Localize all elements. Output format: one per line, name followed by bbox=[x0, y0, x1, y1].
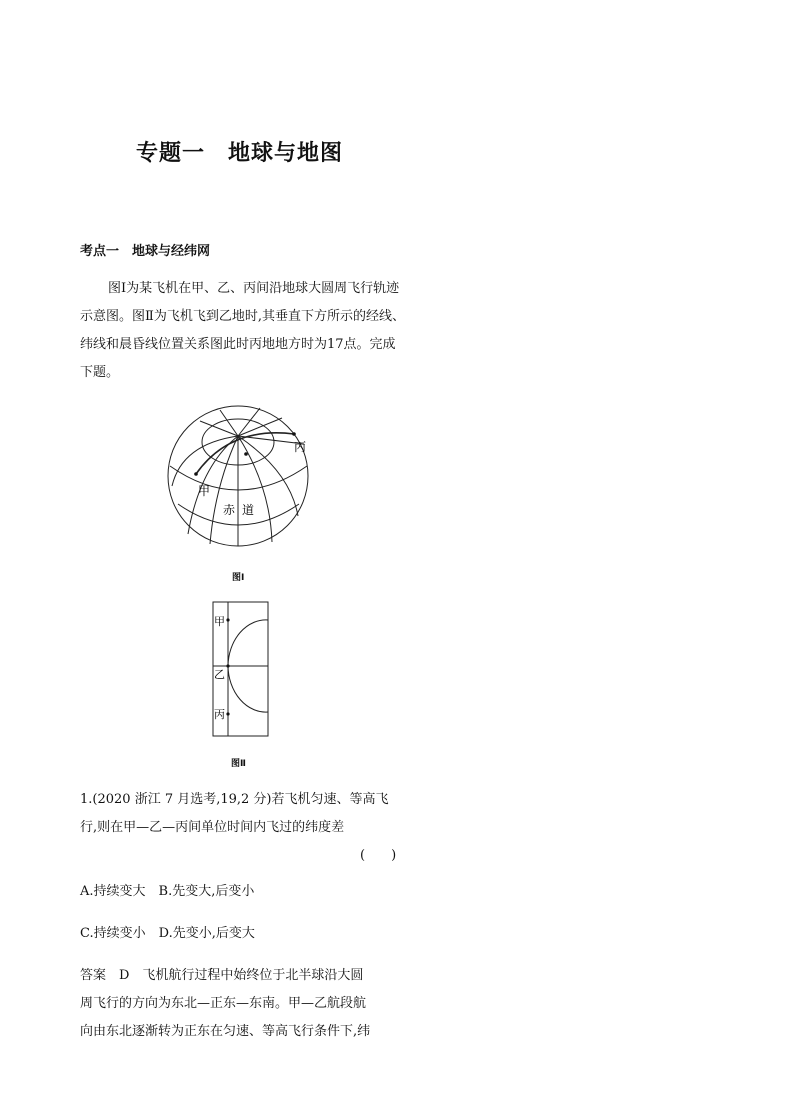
figure-2-diagram bbox=[210, 600, 272, 740]
label-yi: 乙 bbox=[214, 668, 225, 681]
label-equator-1: 赤 bbox=[223, 503, 236, 517]
answer-line-1: 答案 D 飞机航行过程中始终位于北半球沿大圆 bbox=[80, 968, 364, 983]
point-bing bbox=[292, 432, 296, 436]
label-bing: 丙 bbox=[294, 440, 307, 454]
question-stem-line-1: 1.(2020 浙江 7 月选考,19,2 分)若飞机匀速、等高飞 bbox=[80, 792, 389, 807]
point-yi bbox=[226, 664, 229, 667]
point-yi bbox=[244, 452, 248, 456]
answer-line-3: 向由东北逐渐转为正东在匀速、等高飞行条件下,纬 bbox=[80, 1024, 371, 1039]
intro-paragraph: 图Ⅰ为某飞机在甲、乙、丙间沿地球大圆周飞行轨迹示意图。图Ⅱ为飞机飞到乙地时,其垂直下方所示的经线、纬线和晨昏线位置关系图此时丙地地方时为17点。完成下题。 bbox=[80, 281, 405, 380]
figure-1-caption: 图Ⅰ bbox=[232, 573, 245, 583]
point-jia bbox=[226, 618, 229, 621]
answer-bracket: ( ) bbox=[360, 848, 397, 863]
label-equator-2: 道 bbox=[242, 503, 255, 517]
options-a-b: A.持续变大 B.先变大,后变小 bbox=[80, 884, 255, 899]
section-heading: 考点一 地球与经纬网 bbox=[80, 244, 211, 259]
page-title: 专题一 地球与地图 bbox=[136, 141, 344, 166]
label-bing: 丙 bbox=[214, 708, 225, 721]
answer-line-2: 周飞行的方向为东北—正东—东南。甲—乙航段航 bbox=[80, 996, 367, 1011]
label-jia: 甲 bbox=[214, 615, 225, 628]
figure-1-globe bbox=[160, 396, 320, 556]
point-bing bbox=[226, 712, 229, 715]
question-stem-line-2: 行,则在甲—乙—丙间单位时间内飞过的纬度差 bbox=[80, 820, 345, 835]
options-c-d: C.持续变小 D.先变小,后变大 bbox=[80, 926, 255, 941]
figure-2-caption: 图Ⅱ bbox=[231, 759, 246, 769]
point-jia bbox=[194, 472, 198, 476]
label-jia: 甲 bbox=[198, 484, 211, 498]
